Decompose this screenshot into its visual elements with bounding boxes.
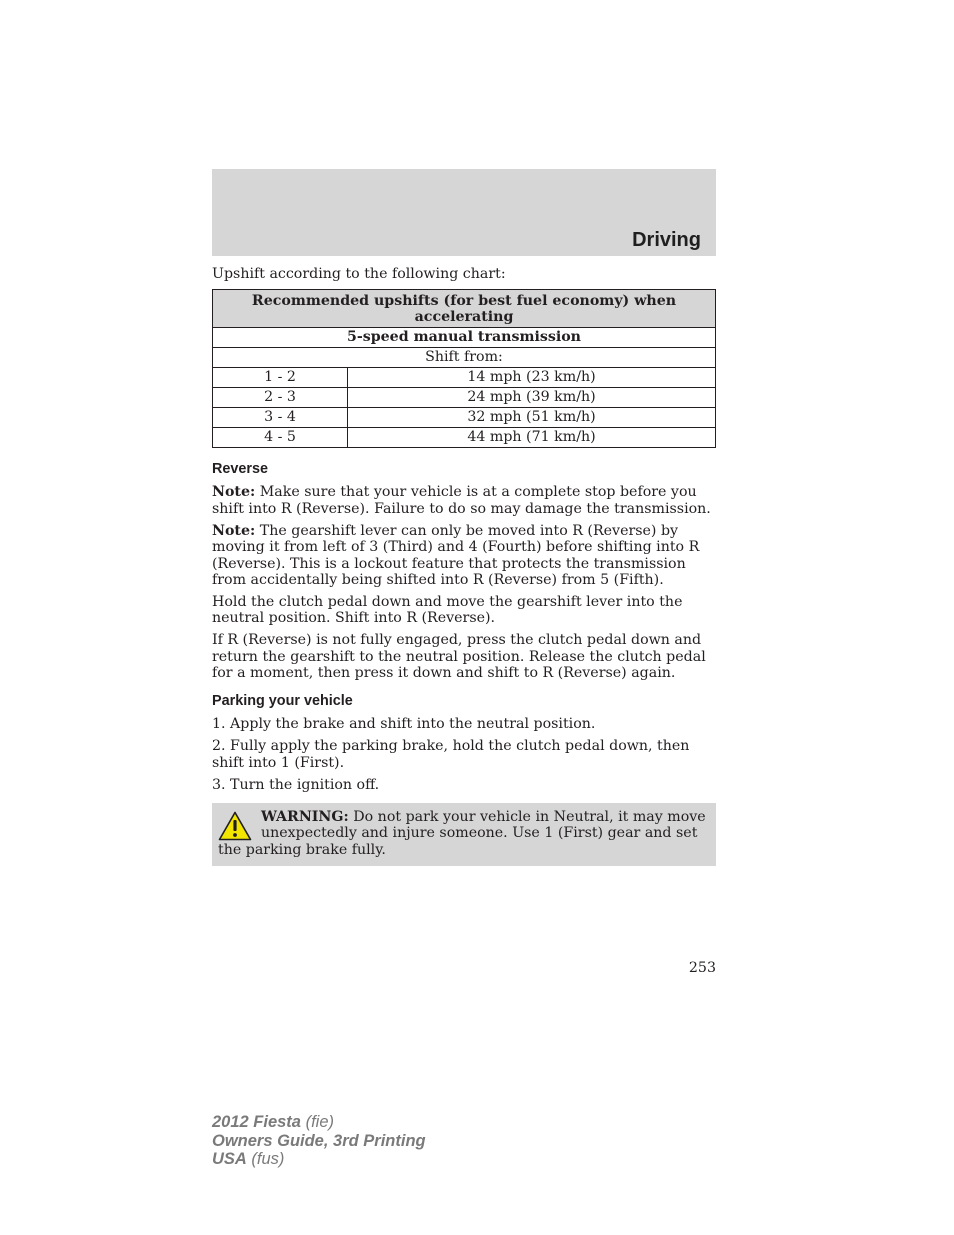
- parking-step-2: 2. Fully apply the parking brake, hold the clutch pedal down, then shift into 1 (First).: [212, 738, 690, 771]
- table-title-row: [213, 290, 716, 328]
- reverse-paragraph-2: If R (Reverse) is not fully engaged, press the clutch pedal down and return the gearshift to the neutral position. Release the clutch pedal for a moment, then press it down and shift to R (Reverse) again.: [212, 632, 706, 681]
- footer-model: 2012 Fiesta: [212, 1113, 301, 1131]
- section-header-band: [212, 169, 716, 256]
- document-footer: [212, 1113, 426, 1169]
- parking-heading: Parking your vehicle: [212, 693, 353, 710]
- table-row: [213, 408, 716, 428]
- parking-step-1: 1. Apply the brake and shift into the neutral position.: [212, 716, 596, 733]
- table-shift-from: Shift from:: [213, 348, 716, 368]
- warning-text: Do not park your vehicle in Neutral, it may move unexpectedly and injure someone. Use 1 (First) gear and set the parking brake fully.: [218, 809, 706, 858]
- gear-cell: 4 - 5: [213, 428, 348, 448]
- reverse-note-1: [212, 484, 716, 517]
- table-subtitle-row: [213, 328, 716, 348]
- gear-cell: 3 - 4: [213, 408, 348, 428]
- speed-cell: 14 mph (23 km/h): [348, 368, 716, 388]
- table-row: [213, 368, 716, 388]
- note-text: Make sure that your vehicle is at a complete stop before you shift into R (Reverse). Failure to do so may damage the transmission.: [212, 484, 711, 517]
- page-number: 253: [688, 960, 716, 976]
- speed-cell: 44 mph (71 km/h): [348, 428, 716, 448]
- footer-model-code: (fie): [300, 1113, 334, 1131]
- footer-guide: Owners Guide, 3rd Printing: [212, 1131, 426, 1150]
- footer-line-3: [212, 1150, 426, 1169]
- note-label: Note:: [212, 522, 256, 539]
- table-title: Recommended upshifts (for best fuel economy) when accelerating: [213, 290, 716, 328]
- footer-line-2: [212, 1132, 426, 1151]
- upshift-table: [212, 289, 716, 448]
- warning-label: WARNING:: [261, 809, 349, 825]
- gear-cell: 1 - 2: [213, 368, 348, 388]
- table-subtitle: 5-speed manual transmission: [213, 328, 716, 348]
- speed-cell: 32 mph (51 km/h): [348, 408, 716, 428]
- reverse-heading: Reverse: [212, 461, 269, 478]
- table-shift-from-row: [213, 348, 716, 368]
- reverse-note-2: [212, 523, 716, 589]
- gear-cell: 2 - 3: [213, 388, 348, 408]
- page-content: [212, 266, 716, 866]
- footer-market: USA: [212, 1150, 247, 1168]
- section-title: Driving: [632, 229, 701, 251]
- warning-box: [212, 803, 716, 866]
- intro-text: Upshift according to the following chart:: [212, 266, 506, 282]
- table-row: [213, 388, 716, 408]
- note-text: The gearshift lever can only be moved into R (Reverse) by moving it from left of 3 (Third) and 4 (Fourth) before shifting into R (Reverse). This is a lockout feature that protects the transmission from accidentally being shifted into R (Reverse) from 5 (Fifth).: [212, 522, 700, 588]
- warning-triangle-icon: [218, 811, 252, 841]
- table-row: [213, 428, 716, 448]
- reverse-paragraph-1: Hold the clutch pedal down and move the gearshift lever into the neutral position. Shift into R (Reverse).: [212, 593, 683, 627]
- footer-line-1: [212, 1113, 426, 1132]
- parking-step-3: 3. Turn the ignition off.: [212, 776, 380, 793]
- note-label: Note:: [212, 484, 256, 501]
- footer-market-code: (fus): [246, 1150, 285, 1168]
- speed-cell: 24 mph (39 km/h): [348, 388, 716, 408]
